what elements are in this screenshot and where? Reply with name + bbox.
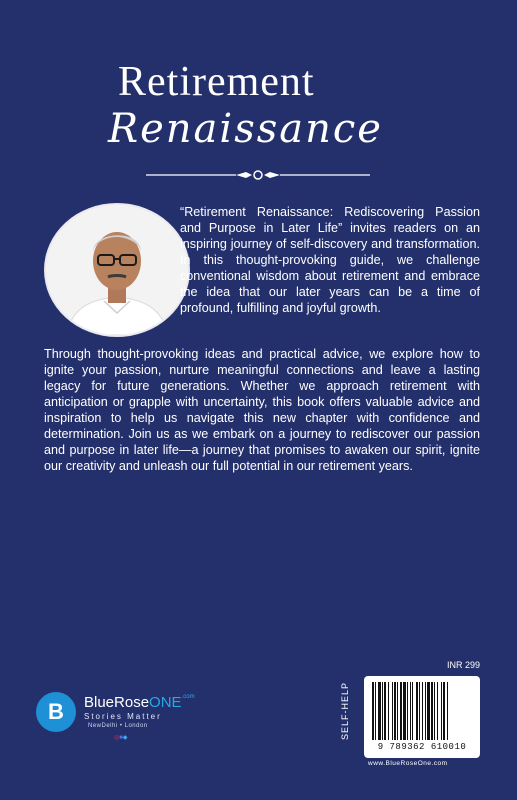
isbn-barcode (364, 676, 480, 758)
logo-letter: B (48, 699, 64, 724)
facebook-icon: ■ (119, 735, 123, 741)
publisher-name-main: BlueRose (84, 694, 150, 711)
intro-paragraph: “Retirement Renaissance: Rediscovering Passion and Purpose in Later Life” invites readers on an inspiring journey of self-discovery and transformation. In this thought-provoking guide, we challenge conventional wisdom about retirement and embrace the idea that our later years can be a time of profound, fulfilling and joyful growth. (180, 205, 480, 315)
publisher-tagline: Stories Matter (84, 712, 162, 721)
category-label: SELF-HELP (340, 681, 350, 740)
title-line-2: Renaissance (108, 106, 383, 152)
publisher-logo (36, 692, 226, 752)
book-title (0, 40, 517, 160)
publisher-name (84, 694, 195, 711)
publisher-website: www.BlueRoseOne.com (368, 760, 448, 767)
barcode-bars (364, 676, 480, 742)
instagram-icon: ◎ (114, 735, 120, 741)
publisher-logo-icon (36, 692, 76, 732)
title-line-1 (118, 58, 315, 106)
publisher-name-suffix: .com (181, 694, 195, 700)
social-icons (114, 734, 128, 741)
publisher-name-accent: ONE (149, 694, 182, 711)
ornament-divider (146, 168, 370, 182)
price-label: INR 299 (447, 660, 481, 670)
author-photo (46, 205, 188, 335)
twitter-icon: ◆ (122, 735, 128, 741)
description-paragraph: Through thought-provoking ideas and practical advice, we explore how to ignite your passion, nurture meaningful connections and leave a lasting legacy for future generations. Whether we approach retirement with anticipation or grapple with uncertainty, this book offers valuable advice and inspiration to help us navigate this new chapter with confidence and determination. Join us as we embark on a journey to rediscover our passion and purpose in later life—a journey that promises to awaken our spirit, ignite our creativity and unleash our full potential in our retirement years. (44, 347, 480, 473)
isbn-number: 9 789362 610010 (377, 742, 467, 752)
title-line-1-text: Retirement (118, 59, 315, 105)
publisher-locations: NewDelhi • London (88, 723, 148, 729)
